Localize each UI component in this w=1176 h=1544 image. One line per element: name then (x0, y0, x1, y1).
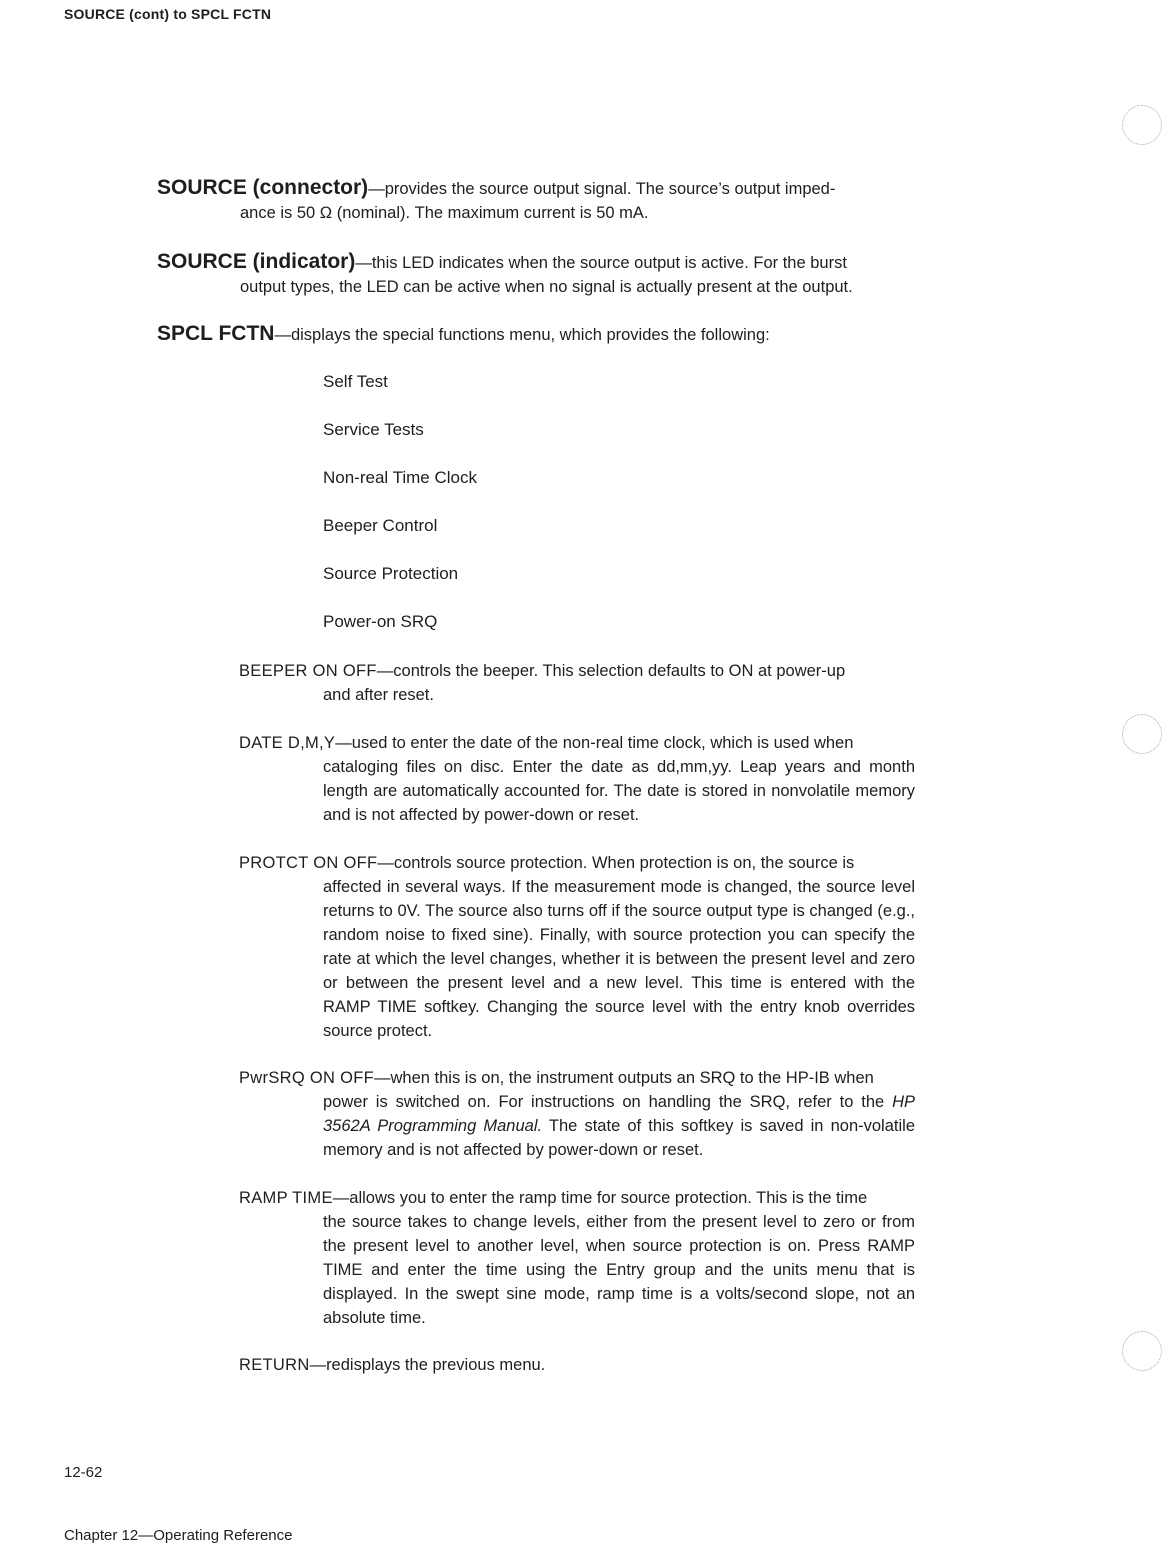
softkey-description: —when this is on, the instrument outputs an SRQ to the HP-IB when (373, 1069, 874, 1087)
entry-description: —provides the source output signal. The source’s output imped- (368, 180, 836, 198)
softkey-description: —used to enter the date of the non-real time clock, which is used when (335, 734, 854, 752)
list-item: Service Tests (323, 420, 424, 439)
softkey-description-continued: the source takes to change levels, either from the present level to zero or from the present level to another level, when source protection is on. Press RAMP TIME and enter the time using the Entry group and the units menu that is displayed. In the swept sine mode, ramp time is a volts/second slope, not an absolute time. (323, 1213, 915, 1327)
softkey-description-continued: cataloging files on disc. Enter the date as dd,mm,yy. Leap years and month length are automatically accounted for. The date is stored in nonvolatile memory and is not affected by power-down or reset. (323, 758, 915, 824)
binder-hole-top (1122, 105, 1162, 145)
special-functions-list (323, 368, 477, 656)
softkey-return (239, 1353, 915, 1377)
softkey-description: —controls the beeper. This selection defaults to ON at power-up (376, 662, 846, 680)
softkey-name: RETURN (239, 1356, 310, 1374)
list-item: Power-on SRQ (323, 612, 438, 631)
softkey-description: —redisplays the previous menu. (309, 1356, 546, 1374)
list-item: Self Test (323, 372, 388, 391)
softkey-description: —allows you to enter the ramp time for source protection. This is the time (332, 1189, 868, 1207)
text-run: power is switched on. For instructions on handling the SRQ, refer to the (323, 1093, 893, 1111)
softkey-description-continued: and after reset. (323, 686, 434, 704)
entry-description-continued: ance is 50 Ω (nominal). The maximum current is 50 mA. (240, 204, 649, 222)
entry-description: —displays the special functions menu, which provides the following: (274, 326, 770, 344)
manual-title: HP 3562A Programming Manual. (323, 1093, 915, 1135)
softkey-name: DATE D,M,Y (239, 734, 336, 752)
softkey-ramp-time (239, 1186, 915, 1330)
softkey-beeper (239, 659, 915, 707)
softkey-name: PROTCT ON OFF (239, 854, 378, 872)
binder-hole-bottom (1122, 1331, 1162, 1371)
chapter-footer: Chapter 12—Operating Reference (64, 1527, 293, 1544)
running-header: SOURCE (cont) to SPCL FCTN (64, 6, 272, 22)
softkey-description: —controls source protection. When protection is on, the source is (377, 854, 855, 872)
page-number: 12-62 (64, 1464, 103, 1481)
softkey-name: BEEPER ON OFF (239, 662, 377, 680)
softkey-pwrsrq (239, 1066, 915, 1162)
softkey-name: RAMP TIME (239, 1189, 333, 1207)
softkey-name: PwrSRQ ON OFF (239, 1069, 374, 1087)
entry-description: —this LED indicates when the source output is active. For the burst (355, 254, 847, 272)
list-item: Beeper Control (323, 516, 438, 535)
softkey-protct (239, 851, 915, 1043)
binder-hole-middle (1122, 714, 1162, 754)
entry-term: SPCL FCTN (157, 322, 275, 345)
entry-source-indicator (157, 250, 915, 299)
entry-term: SOURCE (connector) (157, 176, 369, 199)
softkey-description-continued: affected in several ways. If the measurement mode is changed, the source level returns to 0V. The source also turns off if the source output type is changed (e.g., random noise to fixed sine). Finally, with source protection you can specify the rate at which the level changes, whether it is between the present level and zero or between the present level and a new level. This time is entered with the RAMP TIME softkey. Changing the source level with the entry knob overrides source protect. (323, 878, 915, 1040)
text-run: The state of this softkey is saved in non-volatile memory and is not affected by power-down or reset. (323, 1117, 915, 1159)
entry-term: SOURCE (indicator) (157, 250, 356, 273)
softkey-date (239, 731, 915, 827)
list-item: Non-real Time Clock (323, 468, 477, 487)
list-item: Source Protection (323, 564, 459, 583)
softkey-description-continued (323, 1090, 915, 1162)
entry-spcl-fctn (157, 322, 915, 347)
entry-description-continued: output types, the LED can be active when no signal is actually present at the output. (240, 278, 853, 296)
entry-source-connector (157, 176, 915, 225)
